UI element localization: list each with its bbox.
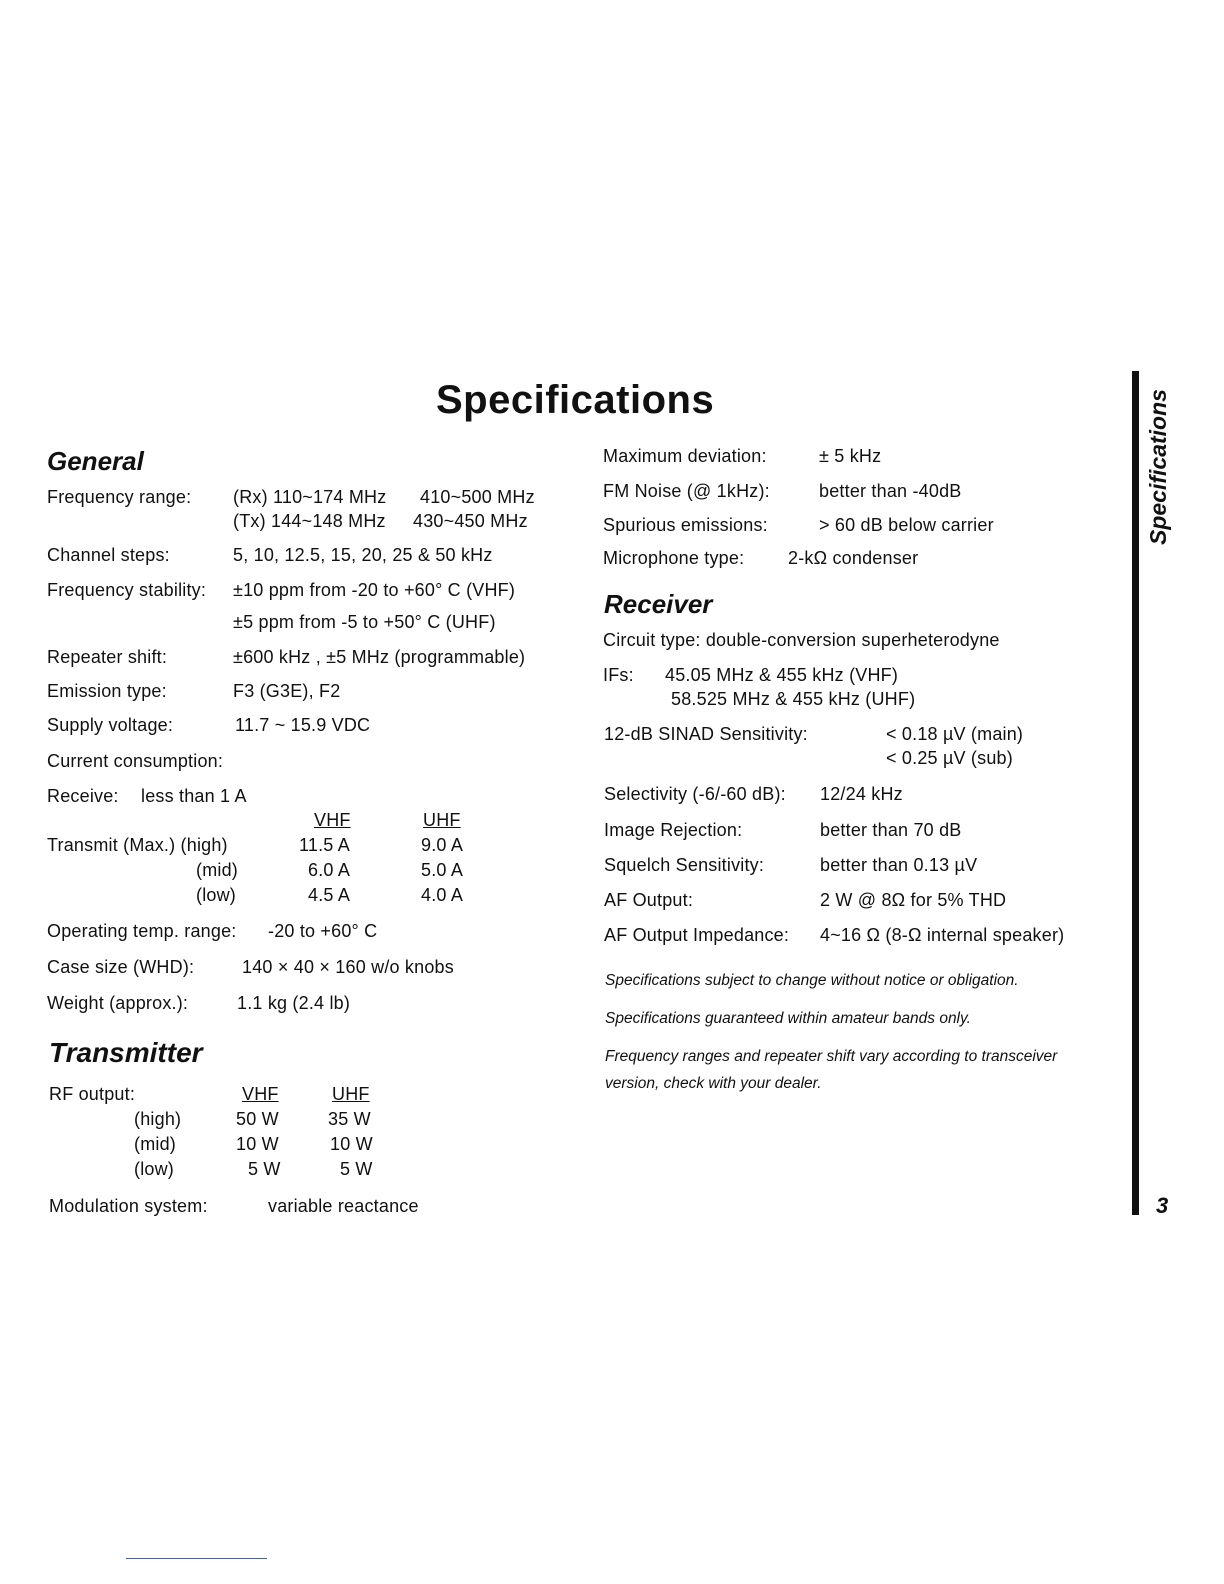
operating-temp-value: -20 to +60° C [268,921,378,941]
repeater-shift-value: ±600 kHz , ±5 MHz (programmable) [233,647,526,667]
transmit-low-vhf: 4.5 A [308,885,351,905]
channel-steps-value: 5, 10, 12.5, 15, 20, 25 & 50 kHz [233,545,493,565]
circuit-type: Circuit type: double-conversion superheterodyne [603,630,1000,650]
sinad-sub-value: < 0.25 µV (sub) [886,748,1013,768]
frequency-rx-uhf-value: 410~500 MHz [420,487,535,507]
page-title: Specifications [436,378,715,422]
side-tab-bar [1132,371,1139,1215]
rf-high-vhf: 50 W [236,1109,279,1129]
rf-col-uhf: UHF [332,1084,370,1104]
selectivity-value: 12/24 kHz [820,784,903,804]
af-output-label: AF Output: [604,890,694,910]
transmit-high-uhf: 9.0 A [421,835,464,855]
modulation-value: variable reactance [268,1196,419,1216]
sinad-label: 12-dB SINAD Sensitivity: [604,724,808,744]
frequency-tx-uhf-value: 430~450 MHz [413,511,528,531]
case-size-value: 140 × 40 × 160 w/o knobs [242,957,454,977]
side-tab-label: Specifications [1145,389,1171,545]
footer-rule [126,1558,267,1559]
note-frequency-ranges-line1: Frequency ranges and repeater shift vary according to transceiver [605,1048,1058,1065]
rf-col-vhf: VHF [242,1084,279,1104]
squelch-label: Squelch Sensitivity: [604,855,765,875]
fm-noise-value: better than -40dB [819,481,962,501]
rf-output-label: RF output: [49,1084,136,1104]
receive-value: less than 1 A [141,786,247,806]
rf-mid-vhf: 10 W [236,1134,279,1154]
rf-high-uhf: 35 W [328,1109,371,1129]
frequency-stability-uhf-value: ±5 ppm from -5 to +50° C (UHF) [233,612,496,632]
af-impedance-label: AF Output Impedance: [604,925,790,945]
emission-type-label: Emission type: [47,681,167,701]
section-heading-general: General [47,446,144,476]
supply-voltage-label: Supply voltage: [47,715,174,735]
transmit-mid-label: (mid) [196,860,238,880]
rf-low-label: (low) [134,1159,174,1179]
transmit-mid-uhf: 5.0 A [421,860,464,880]
weight-value: 1.1 kg (2.4 lb) [237,993,351,1013]
transmit-high-label: Transmit (Max.) (high) [47,835,228,855]
max-deviation-value: ± 5 kHz [819,446,882,466]
sinad-main-value: < 0.18 µV (main) [886,724,1024,744]
frequency-stability-label: Frequency stability: [47,580,207,600]
transmit-mid-vhf: 6.0 A [308,860,351,880]
emission-type-value: F3 (G3E), F2 [233,681,341,701]
frequency-stability-vhf-value: ±10 ppm from -20 to +60° C (VHF) [233,580,516,600]
rf-low-uhf: 5 W [340,1159,373,1179]
current-consumption-label: Current consumption: [47,751,224,771]
rf-mid-label: (mid) [134,1134,176,1154]
image-rejection-label: Image Rejection: [604,820,743,840]
image-rejection-value: better than 70 dB [820,820,962,840]
fm-noise-label: FM Noise (@ 1kHz): [603,481,770,501]
selectivity-label: Selectivity (-6/-60 dB): [604,784,786,804]
ifs-label: IFs: [603,665,634,685]
page-number: 3 [1156,1193,1169,1218]
rf-low-vhf: 5 W [248,1159,281,1179]
microphone-label: Microphone type: [603,548,745,568]
ifs-uhf-value: 58.525 MHz & 455 kHz (UHF) [671,689,916,709]
rf-mid-uhf: 10 W [330,1134,373,1154]
frequency-tx-value: (Tx) 144~148 MHz [233,511,386,531]
frequency-rx-value: (Rx) 110~174 MHz [233,487,387,507]
receive-label: Receive: [47,786,119,806]
modulation-label: Modulation system: [49,1196,208,1216]
rf-high-label: (high) [134,1109,182,1129]
af-impedance-value: 4~16 Ω (8-Ω internal speaker) [820,925,1065,945]
section-heading-transmitter: Transmitter [49,1037,203,1068]
weight-label: Weight (approx.): [47,993,189,1013]
current-col-vhf: VHF [314,810,351,830]
transmit-low-label: (low) [196,885,236,905]
microphone-value: 2-kΩ condenser [788,548,919,568]
transmit-low-uhf: 4.0 A [421,885,464,905]
supply-voltage-value: 11.7 ~ 15.9 VDC [235,715,371,735]
note-frequency-ranges-line2: version, check with your dealer. [605,1075,822,1092]
note-amateur-bands: Specifications guaranteed within amateur bands only. [605,1010,971,1027]
max-deviation-label: Maximum deviation: [603,446,767,466]
transmit-high-vhf: 11.5 A [299,835,350,855]
operating-temp-label: Operating temp. range: [47,921,237,941]
case-size-label: Case size (WHD): [47,957,195,977]
af-output-value: 2 W @ 8Ω for 5% THD [820,890,1007,910]
ifs-vhf-value: 45.05 MHz & 455 kHz (VHF) [665,665,899,685]
repeater-shift-label: Repeater shift: [47,647,168,667]
spurious-label: Spurious emissions: [603,515,768,535]
current-col-uhf: UHF [423,810,461,830]
spurious-value: > 60 dB below carrier [819,515,994,535]
section-heading-receiver: Receiver [604,589,713,619]
note-subject-to-change: Specifications subject to change without notice or obligation. [605,972,1019,989]
squelch-value: better than 0.13 µV [820,855,978,875]
frequency-range-label: Frequency range: [47,487,192,507]
channel-steps-label: Channel steps: [47,545,170,565]
